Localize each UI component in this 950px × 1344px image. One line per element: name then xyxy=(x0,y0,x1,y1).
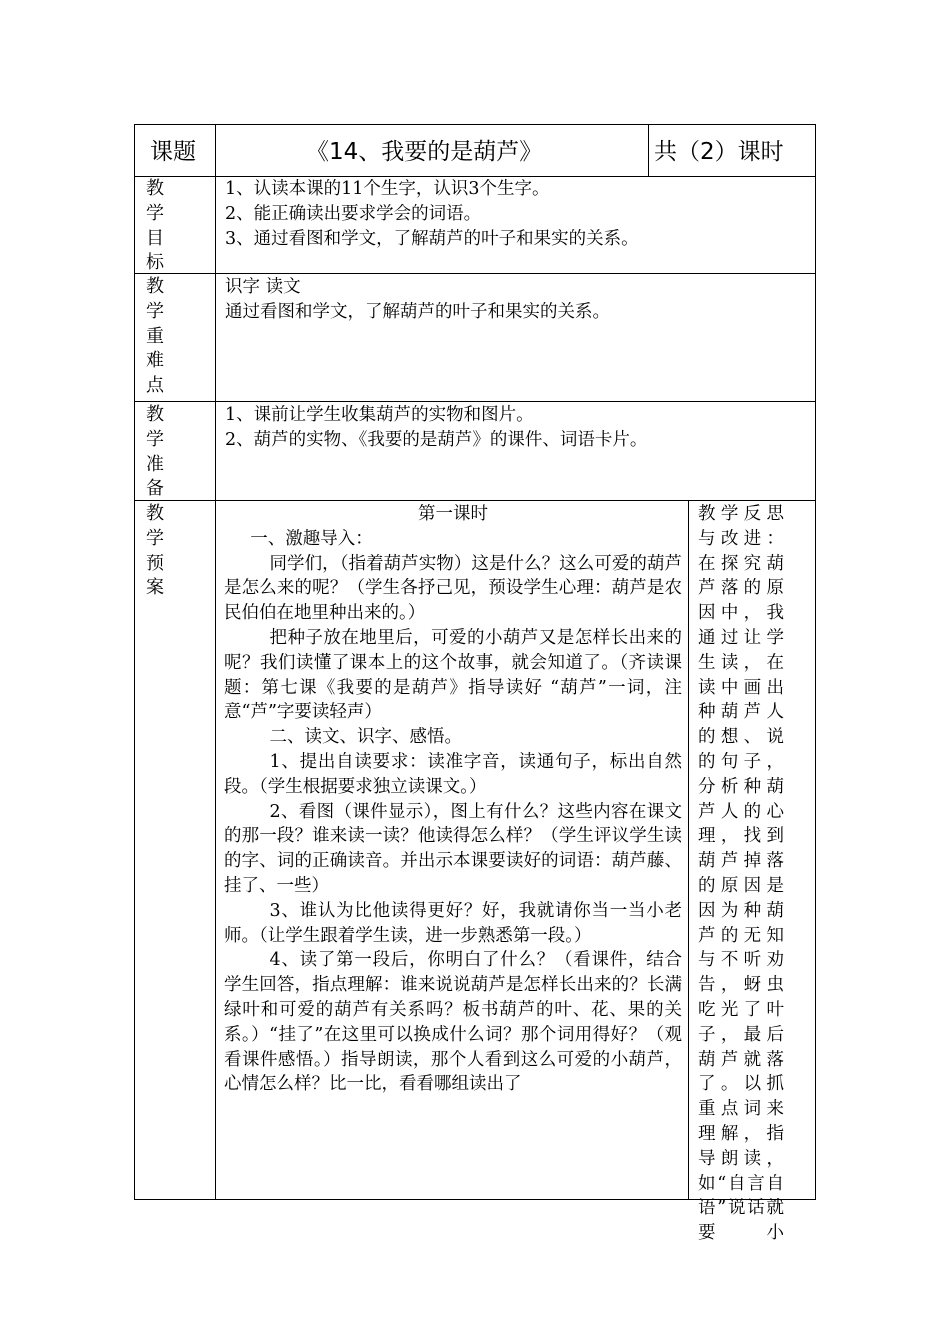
section-heading: 一、激趣导入： xyxy=(250,528,373,549)
period-title: 第一课时 xyxy=(418,504,488,524)
key-points-label: 教学重难点 xyxy=(146,276,164,397)
key-point-item: 识字 读文 xyxy=(225,277,301,297)
plan-paragraph: 同学们，（指着葫芦实物）这是什么？这么可爱的葫芦是怎么来的呢？（学生各抒己见，预设学生心理：葫芦是农民伯伯在地里种出来的。） xyxy=(224,553,682,624)
table-border-left xyxy=(134,124,135,1200)
plan-paragraph: 4、读了第一段后，你明白了什么？（看课件，结合学生回答，指点理解：谁来说说葫芦是怎样长出来的？长满绿叶和可爱的葫芦有关系吗？板书葫芦的叶、花、果的关系。）“挂了”在这里可以换成什么词？那个词用得好？（观看课件感悟。）指导朗读，那个人看到这么可爱的小葫芦，心情怎么样？比一比，看看哪组读出了 xyxy=(224,950,682,1095)
preparation-label: 教学准备 xyxy=(146,404,164,500)
period-count: 共（2）课时 xyxy=(654,139,784,165)
preparation-item: 2、葫芦的实物、《我要的是葫芦》的课件、词语卡片。 xyxy=(225,429,648,450)
plan-content xyxy=(224,502,682,1198)
plan-paragraph: 把种子放在地里后，可爱的小葫芦又是怎样长出来的呢？我们读懂了课本上的这个故事，就会知道了。（齐读课题：第七课《我要的是葫芦》指导读好 “葫芦”一词，注意“芦”字要读轻声） xyxy=(224,627,682,723)
goal-item: 2、能正确读出要求学会的词语。 xyxy=(225,203,482,224)
plan-label: 教学预案 xyxy=(146,503,164,599)
table-border-right xyxy=(815,124,816,1200)
plan-paragraph: 二、读文、识字、感悟。 xyxy=(269,727,462,748)
row-divider xyxy=(134,273,816,274)
column-divider xyxy=(215,124,216,1200)
teaching-reflection: 教学反思与改进：在探究葫芦落的原因中，我通过让学生读，在读中画出种葫芦人的想、说的句子，分析种葫芦人的心理，找到葫芦掉落的原因是因为种葫芦的无知与不听劝告，蚜虫吃光了叶子，最后葫芦就落了。以抓重点词来理解，指导朗读，如“自言自语”说话就要小 xyxy=(698,504,784,1244)
preparation-item: 1、课前让学生收集葫芦的实物和图片。 xyxy=(225,405,534,425)
row-divider xyxy=(134,401,816,402)
column-divider xyxy=(648,124,649,177)
goal-item: 3、通过看图和学文，了解葫芦的叶子和果实的关系。 xyxy=(225,228,639,249)
column-divider xyxy=(688,500,689,1200)
goals-label: 教学目标 xyxy=(146,178,164,274)
goals-content xyxy=(225,177,805,251)
goal-item: 1、认读本课的11个生字，认识3个生字。 xyxy=(225,179,550,199)
key-point-item: 通过看图和学文，了解葫芦的叶子和果实的关系。 xyxy=(225,301,610,322)
course-label: 课题 xyxy=(150,139,196,165)
preparation-content xyxy=(225,403,805,453)
plan-paragraph: 1、提出自读要求：读准字音，读通句子，标出自然段。（学生根据要求独立读课文。） xyxy=(224,751,682,797)
key-points-content xyxy=(225,275,805,325)
plan-paragraph: 3、谁认为比他读得更好？好，我就请你当一当小老师。（让学生跟着学生读，进一步熟悉第一段。） xyxy=(224,900,682,946)
lesson-plan-table xyxy=(134,124,816,1244)
plan-paragraph: 2、看图（课件显示），图上有什么？这些内容在课文的那一段？谁来读一读？他读得怎么样？（学生评议学生读的字、词的正确读音。并出示本课要读好的词语：葫芦藤、挂了、一些） xyxy=(224,801,682,896)
row-divider xyxy=(134,500,816,501)
lesson-title: 《14、我要的是葫芦》 xyxy=(306,139,543,165)
